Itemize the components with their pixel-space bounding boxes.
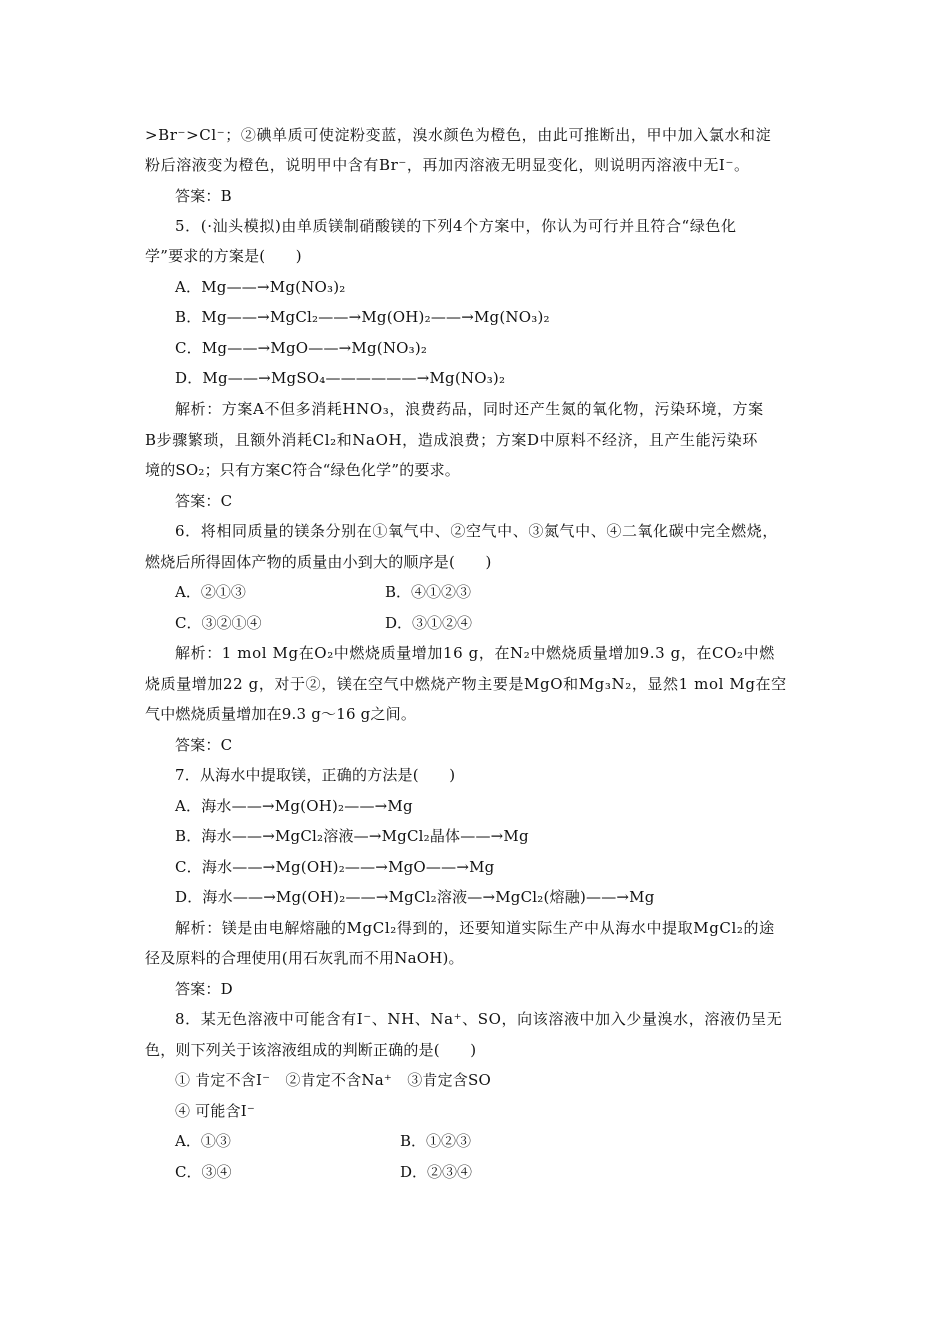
question-5-option-b: B．Mg——→MgCl₂——→Mg(OH)₂——→Mg(NO₃)₂ [175, 308, 550, 326]
text-line: 粉后溶液变为橙色，说明甲中含有Br⁻，再加丙溶液无明显变化，则说明丙溶液中无I⁻。 [145, 156, 750, 174]
answer-line: 答案：C [175, 736, 233, 754]
question-7-analysis: 径及原料的合理使用(用石灰乳而不用NaOH)。 [145, 949, 464, 967]
question-8-stem: 8．某无色溶液中可能含有I⁻、NH、Na⁺、SO，向该溶液中加入少量溴水，溶液仍呈无 [175, 1010, 783, 1028]
question-8-option-a: A．①③ [175, 1132, 231, 1150]
question-5-option-d: D．Mg——→MgSO₄——————→Mg(NO₃)₂ [175, 369, 506, 387]
question-7-option-b: B．海水——→MgCl₂溶液—→MgCl₂晶体——→Mg [175, 827, 529, 845]
question-7-option-d: D．海水——→Mg(OH)₂——→MgCl₂溶液—→MgCl₂(熔融)——→Mg [175, 888, 655, 906]
question-7-option-a: A．海水——→Mg(OH)₂——→Mg [175, 797, 413, 815]
question-5-option-c: C．Mg——→MgO——→Mg(NO₃)₂ [175, 339, 428, 357]
question-8-statements: ④ 可能含I⁻ [175, 1102, 256, 1120]
question-8-option-b: B．①②③ [400, 1132, 472, 1150]
question-8-option-d: D．②③④ [400, 1163, 473, 1181]
question-6-analysis: 解析：1 mol Mg在O₂中燃烧质量增加16 g，在N₂中燃烧质量增加9.3 g，在CO₂中燃 [175, 644, 775, 662]
question-8-stem: 色，则下列关于该溶液组成的判断正确的是( ) [145, 1041, 477, 1059]
question-6-analysis: 烧质量增加22 g，对于②，镁在空气中燃烧产物主要是MgO和Mg₃N₂，显然1 mol Mg在空 [145, 675, 787, 693]
question-5-analysis: B步骤繁琐，且额外消耗Cl₂和NaOH，造成浪费；方案D中原料不经济，且产生能污染环 [145, 431, 758, 449]
question-5-analysis: 解析：方案A不但多消耗HNO₃，浪费药品，同时还产生氮的氧化物，污染环境，方案 [175, 400, 764, 418]
answer-line: 答案：D [175, 980, 233, 998]
question-5-stem: 5．(·汕头模拟)由单质镁制硝酸镁的下列4个方案中，你认为可行并且符合“绿色化 [175, 217, 737, 235]
question-5-analysis: 境的SO₂；只有方案C符合“绿色化学”的要求。 [145, 461, 461, 479]
question-6-option-c: C．③②①④ [175, 614, 262, 632]
question-8-option-c: C．③④ [175, 1163, 232, 1181]
question-6-stem: 6．将相同质量的镁条分别在①氧气中、②空气中、③氮气中、④二氧化碳中完全燃烧， [175, 522, 778, 540]
question-5-stem: 学”要求的方案是( ) [145, 247, 302, 265]
question-7-stem: 7．从海水中提取镁，正确的方法是( ) [175, 766, 456, 784]
text-line: >Br⁻>Cl⁻；②碘单质可使淀粉变蓝，溴水颜色为橙色，由此可推断出，甲中加入氯水和淀 [145, 126, 772, 144]
question-6-analysis: 气中燃烧质量增加在9.3 g～16 g之间。 [145, 705, 417, 723]
question-8-statements: ① 肯定不含I⁻ ②肯定不含Na⁺ ③肯定含SO [175, 1071, 491, 1089]
question-6-option-b: B．④①②③ [385, 583, 472, 601]
answer-line: 答案：C [175, 492, 233, 510]
answer-line: 答案：B [175, 187, 232, 205]
question-5-option-a: A．Mg——→Mg(NO₃)₂ [175, 278, 346, 296]
question-7-option-c: C．海水——→Mg(OH)₂——→MgO——→Mg [175, 858, 495, 876]
question-6-stem: 燃烧后所得固体产物的质量由小到大的顺序是( ) [145, 553, 492, 571]
question-7-analysis: 解析：镁是由电解熔融的MgCl₂得到的，还要知道实际生产中从海水中提取MgCl₂的途 [175, 919, 775, 937]
question-6-option-a: A．②①③ [175, 583, 246, 601]
question-6-option-d: D．③①②④ [385, 614, 473, 632]
